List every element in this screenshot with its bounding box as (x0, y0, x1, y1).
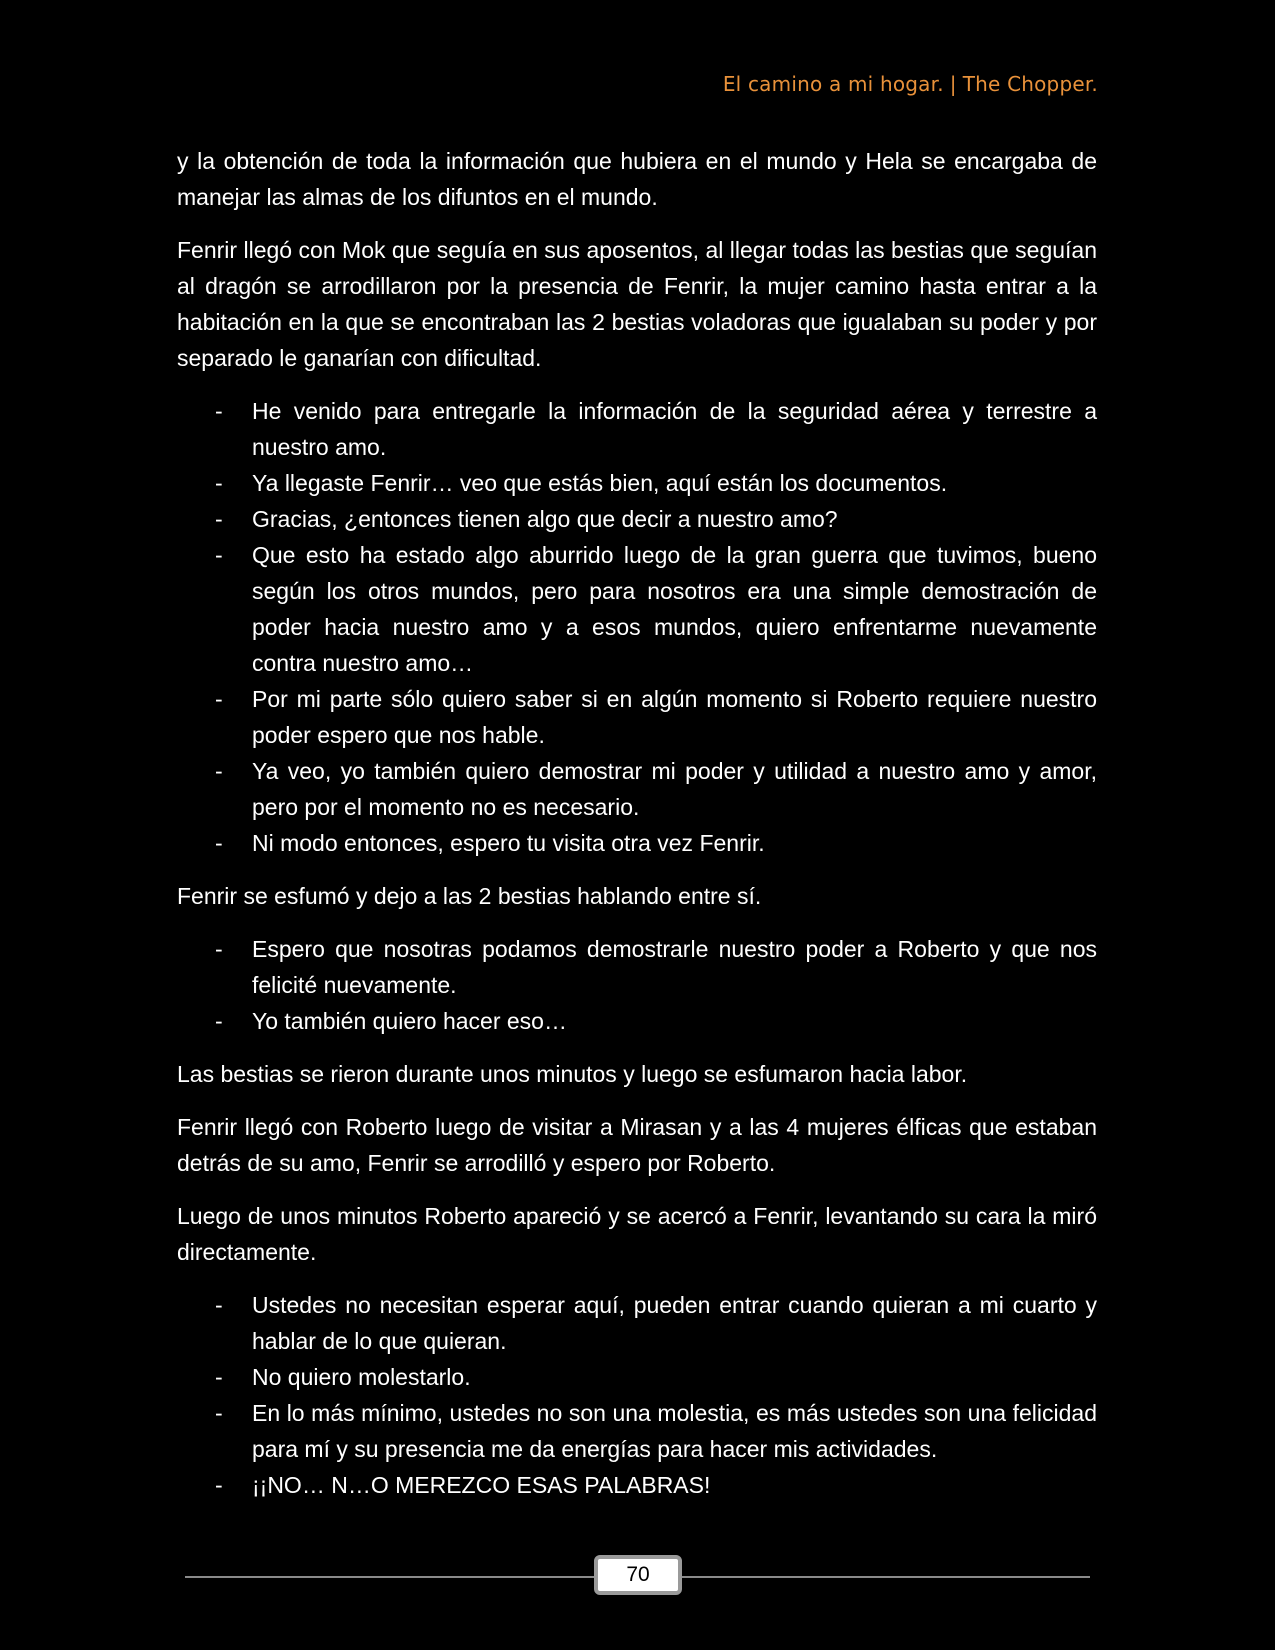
dialog-text: Ni modo entonces, espero tu visita otra vez Fenrir. (252, 830, 765, 856)
dialog-dash: - (215, 936, 223, 962)
dialog-line (177, 1003, 1097, 1039)
dialog-text: Por mi parte sólo quiero saber si en algún momento si Roberto requiere nuestro poder espero que nos hable. (252, 686, 1097, 748)
dialog-text: Gracias, ¿entonces tienen algo que decir a nuestro amo? (252, 506, 838, 532)
dialog-text: En lo más mínimo, ustedes no son una molestia, es más ustedes son una felicidad para mí y su presencia me da energías para hacer mis actividades. (252, 1400, 1097, 1462)
dialog-line (177, 1395, 1097, 1467)
page-body (177, 143, 1097, 1520)
paragraph: Fenrir llegó con Mok que seguía en sus aposentos, al llegar todas las bestias que seguían al dragón se arrodillaron por la presencia de Fenrir, la mujer camino hasta entrar a la habitación en la que se encontraban las 2 bestias voladoras que igualaban su poder y por separado le ganarían con dificultad. (177, 237, 1097, 371)
dialog-line (177, 753, 1097, 825)
dialog-text: Ya llegaste Fenrir… veo que estás bien, aquí están los documentos. (252, 470, 948, 496)
dialog-dash: - (215, 830, 223, 856)
page-number: 70 (594, 1555, 682, 1595)
dialog-dash: - (215, 506, 223, 532)
dialog-line (177, 393, 1097, 465)
dialog-text: ¡¡NO… N…O MEREZCO ESAS PALABRAS! (252, 1472, 711, 1498)
book-title: El camino a mi hogar. (722, 72, 944, 96)
dialog-dash: - (215, 686, 223, 712)
dialog-line (177, 537, 1097, 681)
dialog-text: Espero que nosotras podamos demostrarle nuestro poder a Roberto y que nos felicité nuevamente. (252, 936, 1097, 998)
dialog-line (177, 465, 1097, 501)
dialog-dash: - (215, 1292, 223, 1318)
dialog-line (177, 825, 1097, 861)
dialog-dash: - (215, 1364, 223, 1390)
paragraph: Luego de unos minutos Roberto apareció y se acercó a Fenrir, levantando su cara la miró directamente. (177, 1203, 1097, 1265)
dialog-line (177, 501, 1097, 537)
paragraph: y la obtención de toda la información que hubiera en el mundo y Hela se encargaba de manejar las almas de los difuntos en el mundo. (177, 148, 1097, 210)
dialog-dash: - (215, 470, 223, 496)
dialog-dash: - (215, 398, 223, 424)
author-name: The Chopper. (962, 72, 1098, 96)
paragraph: Fenrir se esfumó y dejo a las 2 bestias hablando entre sí. (177, 883, 762, 909)
dialog-list (177, 393, 1097, 861)
dialog-text: No quiero molestarlo. (252, 1364, 471, 1390)
dialog-line (177, 931, 1097, 1003)
dialog-text: Ya veo, yo también quiero demostrar mi poder y utilidad a nuestro amo y amor, pero por el momento no es necesario. (252, 758, 1097, 820)
dialog-line (177, 681, 1097, 753)
dialog-list (177, 1287, 1097, 1503)
dialog-list (177, 931, 1097, 1039)
dialog-text: Que esto ha estado algo aburrido luego de la gran guerra que tuvimos, bueno según los otros mundos, pero para nosotros era una simple demostración de poder hacia nuestro amo y a esos mundos, quiero enfrentarme nuevamente contra nuestro amo… (252, 542, 1097, 676)
paragraph: Fenrir llegó con Roberto luego de visitar a Mirasan y a las 4 mujeres élficas que estaban detrás de su amo, Fenrir se arrodilló y espero por Roberto. (177, 1114, 1097, 1176)
dialog-dash: - (215, 1008, 223, 1034)
header-separator: | (949, 72, 957, 96)
dialog-text: Yo también quiero hacer eso… (252, 1008, 567, 1034)
dialog-text: Ustedes no necesitan esperar aquí, pueden entrar cuando quieran a mi cuarto y hablar de lo que quieran. (252, 1292, 1097, 1354)
dialog-dash: - (215, 1400, 223, 1426)
dialog-line (177, 1359, 1097, 1395)
dialog-text: He venido para entregarle la información de la seguridad aérea y terrestre a nuestro amo. (252, 398, 1097, 460)
dialog-line (177, 1467, 1097, 1503)
dialog-line (177, 1287, 1097, 1359)
dialog-dash: - (215, 1472, 223, 1498)
dialog-dash: - (215, 542, 223, 568)
paragraph: Las bestias se rieron durante unos minutos y luego se esfumaron hacia labor. (177, 1061, 968, 1087)
dialog-dash: - (215, 758, 223, 784)
running-header (723, 72, 1098, 96)
